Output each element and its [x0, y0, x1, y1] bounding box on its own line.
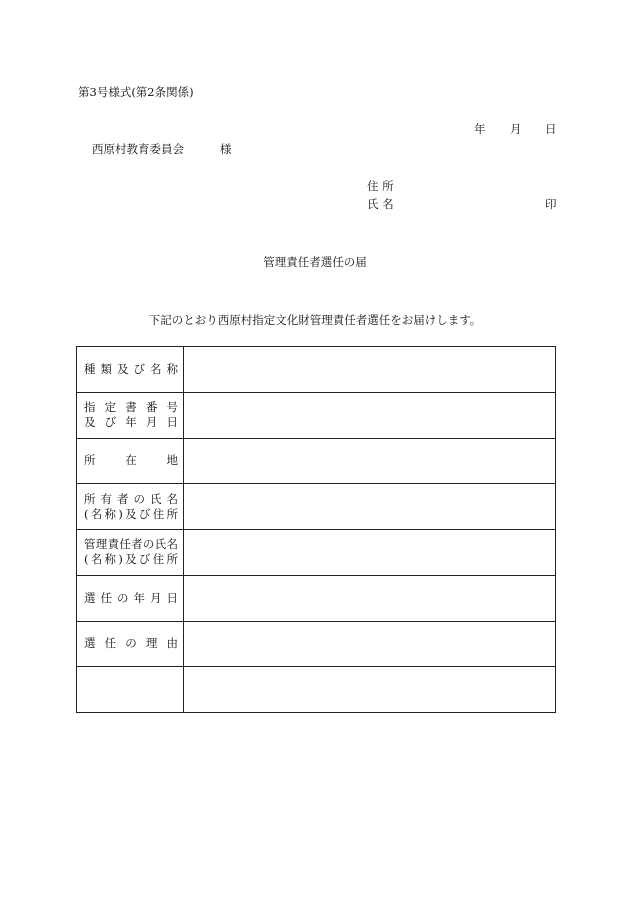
row-label-cell	[77, 392, 184, 438]
row-value-cell[interactable]	[184, 438, 556, 484]
row-label: 選任の理由	[84, 636, 178, 651]
table-row	[77, 484, 556, 530]
row-label: 選任の年月日	[84, 590, 178, 605]
table-row	[77, 392, 556, 438]
row-label-cell	[77, 575, 184, 621]
seal-label: 印	[545, 197, 557, 211]
honorific: 様	[220, 142, 232, 156]
row-label-cell	[77, 667, 184, 713]
row-label: (名称)及び住所	[84, 552, 178, 567]
row-value-cell[interactable]	[184, 392, 556, 438]
row-label: 所有者の氏名	[84, 491, 178, 506]
form-number: 第3号様式(第2条関係)	[78, 85, 194, 99]
row-label-cell	[77, 438, 184, 484]
table-row	[77, 347, 556, 393]
row-label-cell	[77, 530, 184, 576]
row-value-cell[interactable]	[184, 667, 556, 713]
date-month-label: 月	[510, 122, 522, 136]
addressee: 西原村教育委員会	[92, 142, 184, 156]
date-day-label: 日	[545, 122, 557, 136]
row-label-cell	[77, 484, 184, 530]
row-label-cell	[77, 347, 184, 393]
table-row	[77, 438, 556, 484]
intro-text: 下記のとおり西原村指定文化財管理責任者選任をお届けします。	[148, 313, 482, 327]
table-row	[77, 530, 556, 576]
table-row	[77, 667, 556, 713]
row-value-cell[interactable]	[184, 575, 556, 621]
form-table	[76, 346, 556, 713]
row-label: 管理責任者の氏名	[84, 537, 178, 552]
row-value-cell[interactable]	[184, 347, 556, 393]
document-title: 管理責任者選任の届	[263, 255, 367, 269]
table-row	[77, 621, 556, 667]
row-label: 及び年月日	[84, 415, 178, 430]
applicant-name-label: 氏 名	[367, 197, 394, 211]
row-label: 所在地	[84, 453, 178, 468]
row-label-cell	[77, 621, 184, 667]
row-value-cell[interactable]	[184, 530, 556, 576]
date-year-label: 年	[474, 122, 486, 136]
row-label: (名称)及び住所	[84, 506, 178, 521]
applicant-address-label: 住 所	[367, 179, 394, 193]
row-label: 指定書番号	[84, 400, 178, 415]
table-row	[77, 575, 556, 621]
row-label: 種類及び名称	[84, 361, 178, 376]
row-value-cell[interactable]	[184, 484, 556, 530]
row-value-cell[interactable]	[184, 621, 556, 667]
